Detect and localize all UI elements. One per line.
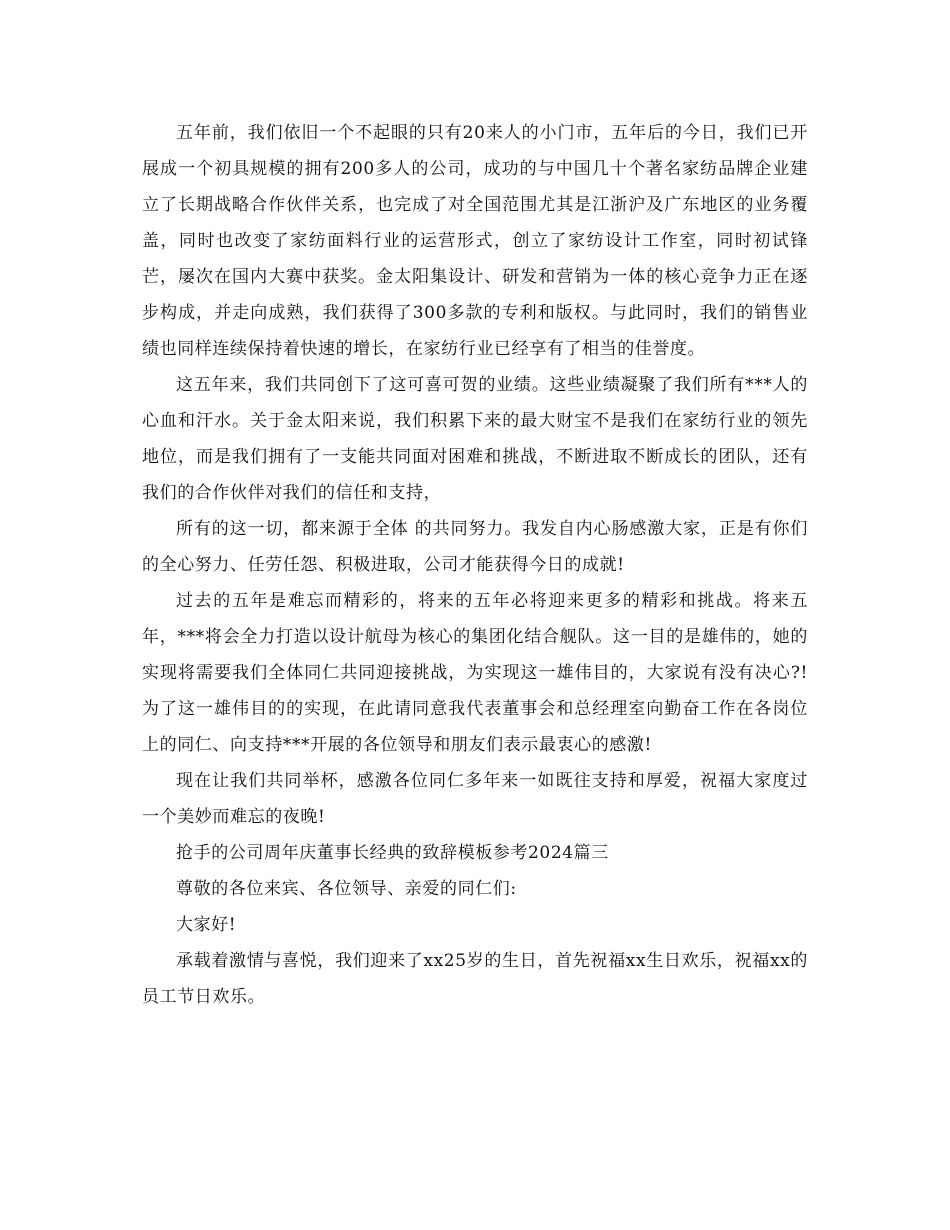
salutation: 尊敬的各位来宾、各位领导、亲爱的同仁们: (176, 879, 517, 899)
paragraph-birthday: 承载着激情与喜悦，我们迎来了xx25岁的生日，首先祝福xx生日欢乐，祝福xx的员工节日欢乐。 (142, 951, 808, 1007)
paragraph-future-plans: 过去的五年是难忘而精彩的，将来的五年必将迎来更多的精彩和挑战。将来五年，***将会全力打造以设计航母为核心的集团化结合舰队。这一目的是雄伟的，她的实现将需要我们全体同仁共同迎接挑战，为实现这一雄伟目的，大家说有没有决心?!为了这一雄伟目的的实现，在此请同意我代表董事会和总经理室向勤奋工作在各岗位上的同仁、向支持***开展的各位领导和朋友们表示最衷心的感激! (142, 591, 808, 755)
paragraph-gratitude: 所有的这一切，都来源于全体 的共同努力。我发自内心肠感激大家，正是有你们的全心努力、任劳任怨、积极进取，公司才能获得今日的成就! (142, 519, 808, 575)
paragraph-five-years-ago: 五年前，我们依旧一个不起眼的只有20来人的小门市，五年后的今日，我们已开展成一个初具规模的拥有200多人的公司，成功的与中国几十个著名家纺品牌企业建立了长期战略合作伙伴关系，也完成了对全国范围尤其是江浙沪及广东地区的业务覆盖，同时也改变了家纺面料行业的运营形式，创立了家纺设计工作室，同时初试锋芒，屡次在国内大赛中获奖。金太阳集设计、研发和营销为一体的核心竞争力正在逐步构成，并走向成熟，我们获得了300多款的专利和版权。与此同时，我们的销售业绩也同样连续保持着快速的增长，在家纺行业已经享有了相当的佳誉度。 (142, 123, 808, 359)
section-heading: 抢手的公司周年庆董事长经典的致辞模板参考2024篇三 (176, 843, 609, 863)
paragraph-toast: 现在让我们共同举杯，感激各位同仁多年来一如既往支持和厚爱，祝福大家度过一个美妙而难忘的夜晚! (142, 771, 808, 827)
paragraph-five-years-achievements: 这五年来，我们共同创下了这可喜可贺的业绩。这些业绩凝聚了我们所有***人的心血和汗水。关于金太阳来说，我们积累下来的最大财宝不是我们在家纺行业的领先地位，而是我们拥有了一支能共同面对困难和挑战，不断进取不断成长的团队，还有我们的合作伙伴对我们的信任和支持， (142, 375, 808, 503)
greeting: 大家好! (176, 915, 237, 935)
